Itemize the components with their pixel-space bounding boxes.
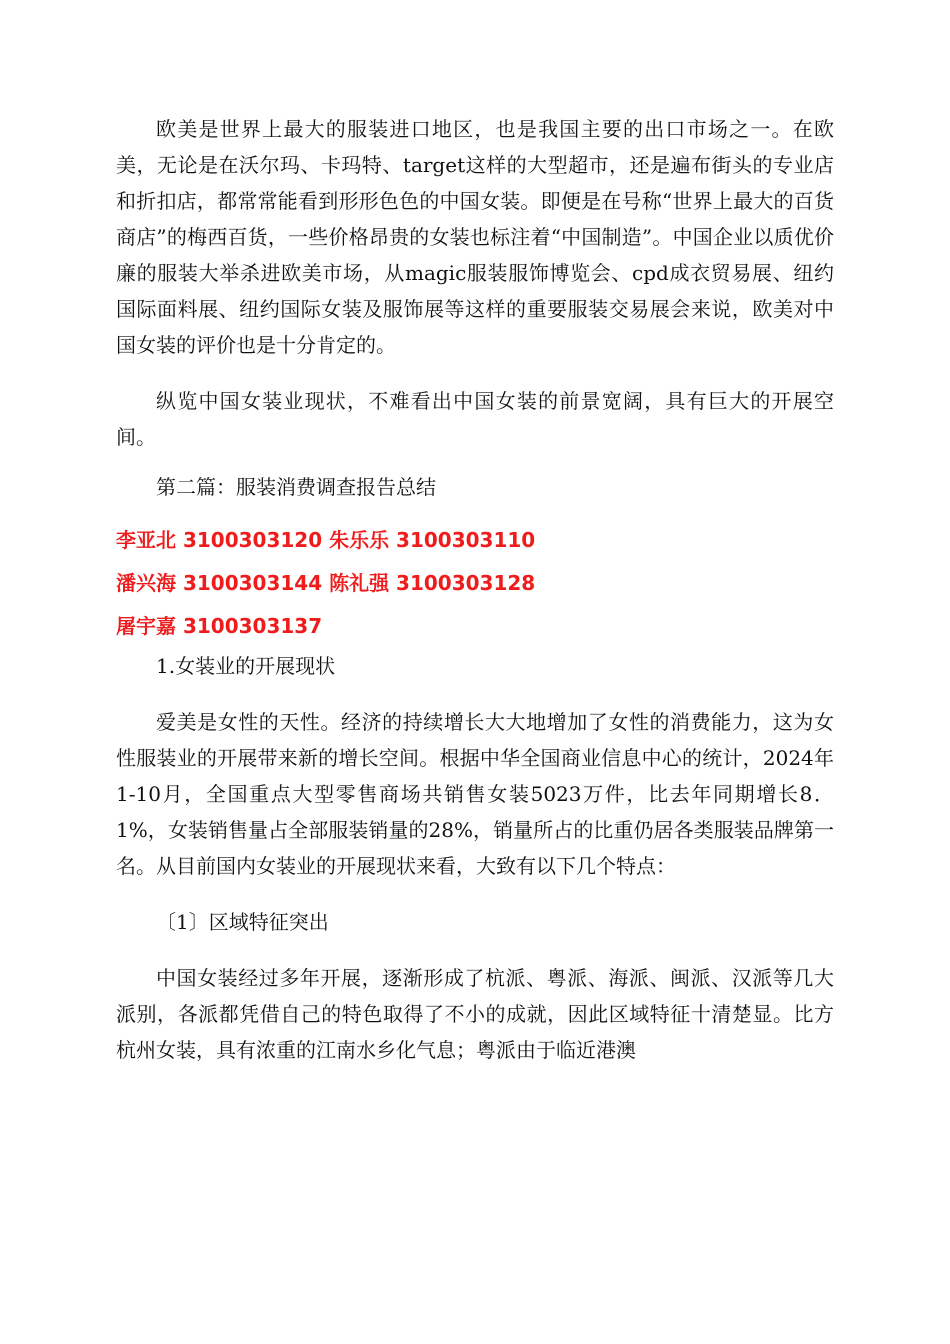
section-title: 1.女装业的开展现状 — [156, 654, 336, 678]
paragraph-current-status: 爱美是女性的天性。经济的持续增长大大地增加了女性的消费能力，这为女性服装业的开展带来新的增长空间。根据中华全国商业信息中心的统计，2024年1-10月，全国重点大型零售商场共销售女装5023万件，比去年同期增长8．1%，女装销售量占全部服装销量的28%，销量所占的比重仍居各类服装品牌第一名。从目前国内女装业的开展现状来看，大致有以下几个特点： — [116, 710, 834, 878]
paragraph-europe-market: 欧美是世界上最大的服装进口地区，也是我国主要的出口市场之一。在欧美，无论是在沃尔玛、卡玛特、target这样的大型超市，还是遍布街头的专业店和折扣店，都常常能看到形形色色的中国女装。即便是在号称“世界上最大的百货商店”的梅西百货，一些价格昂贵的女装也标注着“中国制造”。中国企业以质优价廉的服装大举杀进欧美市场，从magic服装服饰博览会、cpd成衣贸易展、纽约国际面料展、纽约国际女装及服饰展等这样的重要服装交易展会来说，欧美对中国女装的评价也是十分肯定的。 — [116, 117, 834, 357]
author-line: 屠宇嘉 3100303137 — [116, 614, 323, 638]
subsection-title: 〔1〕区域特征突出 — [156, 910, 329, 934]
author-line: 李亚北 3100303120 朱乐乐 3100303110 — [116, 528, 536, 552]
paragraph-outlook: 纵览中国女装业现状，不难看出中国女装的前景宽阔，具有巨大的开展空间。 — [116, 389, 834, 449]
chapter-title: 第二篇：服装消费调查报告总结 — [156, 475, 436, 499]
paragraph-regional-features: 中国女装经过多年开展，逐渐形成了杭派、粤派、海派、闽派、汉派等几大派别，各派都凭借自己的特色取得了不小的成就，因此区域特征十清楚显。比方杭州女装，具有浓重的江南水乡化气息；粤派由于临近港澳 — [116, 966, 834, 1062]
author-list — [116, 519, 834, 648]
document-page — [116, 111, 834, 1068]
author-line: 潘兴海 3100303144 陈礼强 3100303128 — [116, 571, 536, 595]
